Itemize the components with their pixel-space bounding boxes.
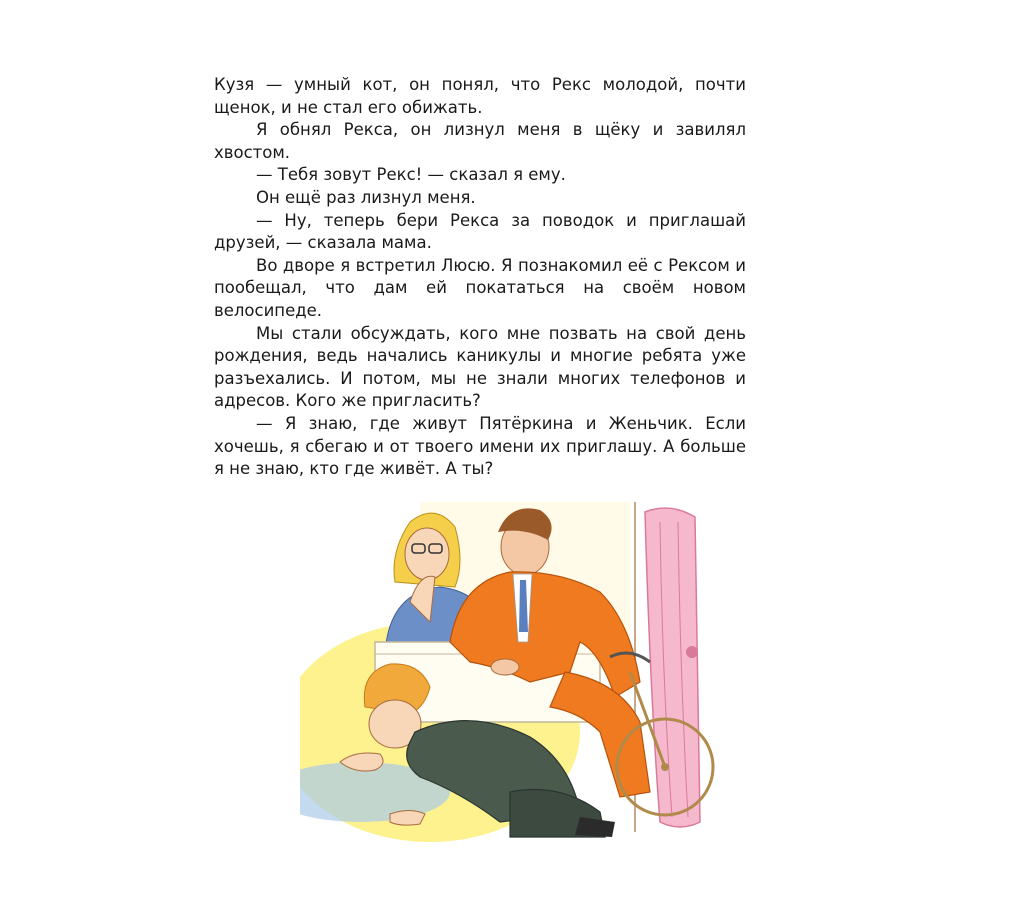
curtain-tie bbox=[686, 646, 698, 658]
paragraph-6: Во дворе я встретил Люсю. Я познакомил её с Рексом и пообещал, что дам ей покататься на своём новом велосипеде. bbox=[214, 255, 746, 320]
paragraph-3: — Тебя зовут Рекс! — сказал я ему. bbox=[256, 165, 566, 185]
paragraph-4: Он ещё раз лизнул меня. bbox=[256, 187, 476, 207]
story-text bbox=[214, 74, 746, 481]
paragraph-1: Кузя — умный кот, он понял, что Рекс молодой, почти щенок, и не стал его обижать. bbox=[214, 75, 746, 117]
story-illustration bbox=[300, 492, 720, 852]
paragraph-5: — Ну, теперь бери Рекса за поводок и приглашай друзей, — сказала мама. bbox=[214, 210, 746, 253]
boy-hand-floor bbox=[390, 811, 425, 826]
paragraph-2: Я обнял Рекса, он лизнул меня в щёку и завилял хвостом. bbox=[214, 120, 746, 162]
illustration-drawing bbox=[300, 492, 720, 852]
boy-shoe bbox=[575, 817, 615, 837]
paragraph-8: — Я знаю, где живут Пятёркина и Женьчик. Если хочешь, я сбегаю и от твоего имени их приглашу. А больше я не знаю, кто где живёт. А ты? bbox=[214, 413, 746, 479]
curtain bbox=[645, 508, 700, 827]
mom-face bbox=[405, 528, 449, 580]
paragraph-7: Мы стали обсуждать, кого мне позвать на свой день рождения, ведь начались каникулы и многие ребята уже разъехались. И потом, мы не знали многих телефонов и адресов. Кого же пригласить? bbox=[214, 323, 746, 411]
dad-hand bbox=[491, 659, 519, 675]
